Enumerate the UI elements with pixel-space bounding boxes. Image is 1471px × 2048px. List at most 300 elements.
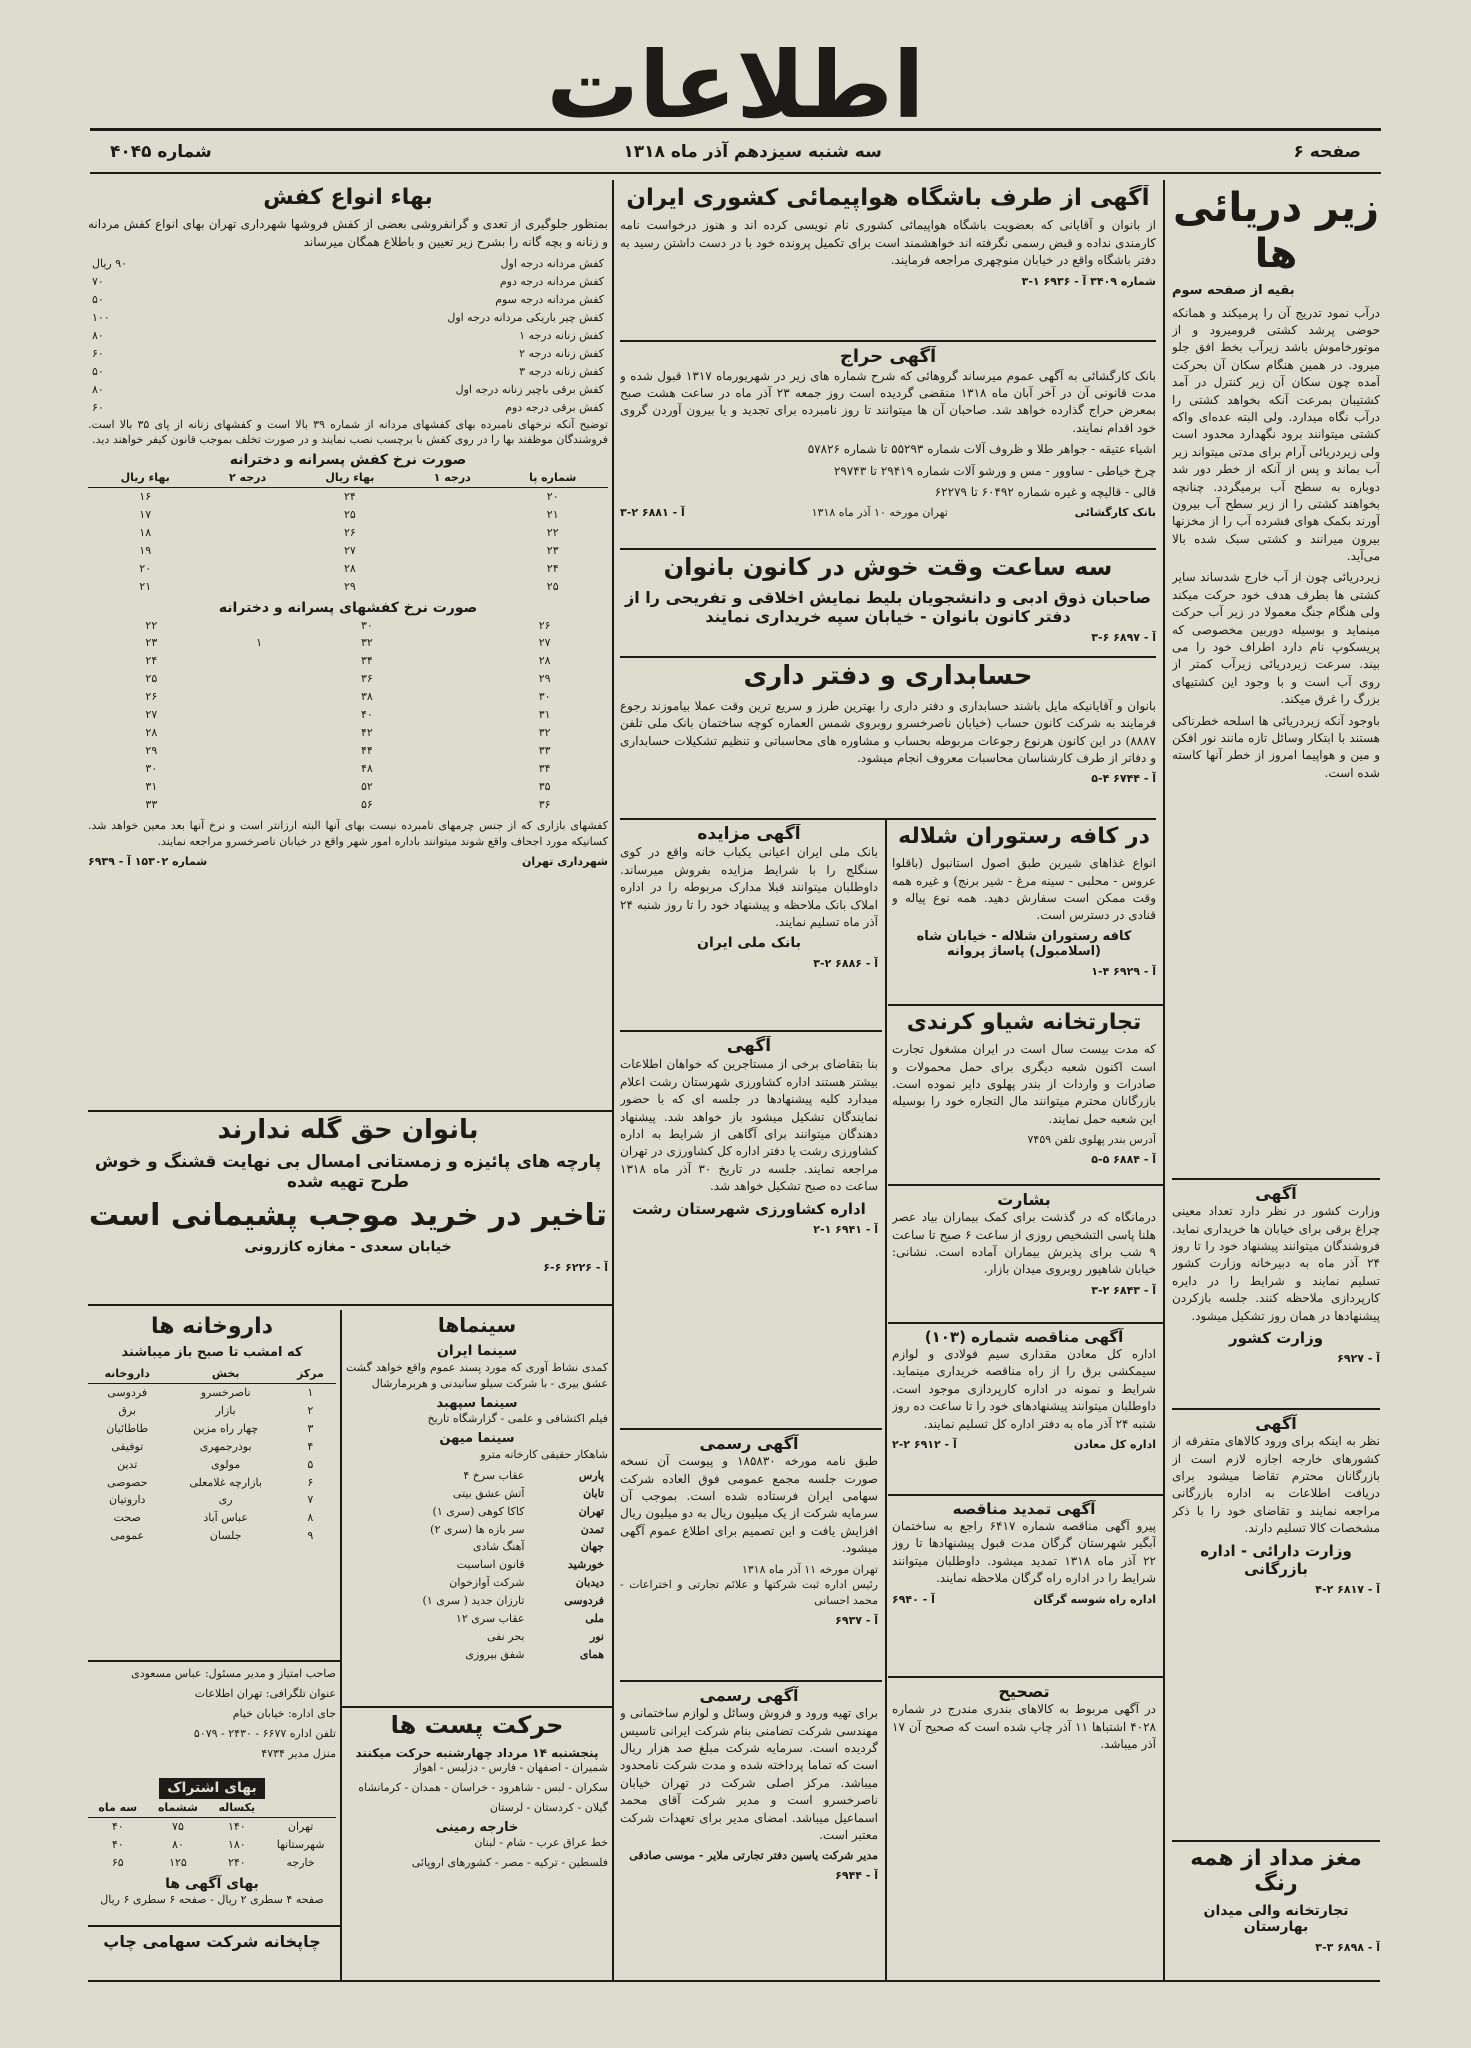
ad-code: آ - ۶۸۹۸ ۳-۳ [1315,1941,1380,1955]
section-rule [1172,1840,1380,1842]
table-row [88,652,608,670]
cinema-place: تهران [578,1504,604,1518]
table-cell: ۲۵ [546,579,559,593]
table-row [88,542,608,560]
table-cell: بوذرجمهری [199,1439,252,1453]
notice-body: وزارت کشور در نظر دارد تعداد معینی چراغ برقی برای خیابان ها خریداری نماید. فروشندگان میتوانند پیشنهاد خود را تا روز ۲۴ آذر ماه به دبیرخانه وزارت کشور تسلیم نمایند و شرایط را در دایره کارپردازی ملاحظه کنند. جلسه بازکردن پیشنهادها در همان روز تشکیل میشود. [1172,1204,1380,1323]
article-continued: بقیه از صفحه سوم [1172,283,1295,298]
table-row [88,706,608,724]
cinema-row [346,1574,608,1592]
table-cell: ۳۳ [145,797,158,811]
table-cell: صحت [113,1511,141,1525]
post-line: سکران - لبس - شاهرود - خراسان - همدان - کرمانشاه [358,1780,608,1794]
publisher-info [88,1666,336,1776]
cinema-line: کمدی نشاط آوری که مورد پسند عموم واقع خواهد گشت عشق بیری - با شرکت سیلو سانیدنی و هربرمارشال [346,1360,608,1390]
ad-date: تهران مورخه ۱۱ آذر ماه ۱۳۱۸ [741,1562,878,1576]
post-foreign-title: خارجه رمینی [435,1819,519,1835]
ad-body: پیرو آگهی مناقصه شماره ۶۴۱۷ راجع به ساختمان آبگیر شهرستان گرگان مدت قبول پیشنهادها تا روز ۲۲ آذر ماه ۱۳۱۸ تمدید میشود. داوطلبان میتوانند شرایط را در اداره راه گرگان ملاحظه نمایند. [892,1519,1156,1586]
ad-title: آگهی تمدید مناقصه [952,1500,1096,1518]
notice-code: آ - ۶۸۱۷ ۲-۴ [1315,1582,1380,1596]
cinema-row [346,1521,608,1539]
table-row [88,1420,336,1438]
table-cell [215,706,304,724]
pharmacy-listing [88,1314,336,1654]
auction-item: اشیاء عتیقه - جواهر طلا و ظروف آلات شماره ۵۵۲۹۳ تا شماره ۵۷۸۲۶ [807,442,1156,457]
table-cell: عباس آباد [203,1511,248,1525]
table-cell [407,488,497,506]
section-rule [88,1304,612,1306]
table-cell [430,796,481,814]
table-cell: ۲۰ [139,561,152,575]
table-cell: طاطائیان [106,1421,149,1435]
ad-code: آ - ۶۹۱۲ ۲-۲ [892,1437,957,1451]
cinema-film: شرکت آوازخوان [449,1576,525,1590]
table-header: مرکز [285,1365,336,1383]
table-cell: ۲۲ [546,526,559,539]
section-title: بهاء انواع کفش [263,185,433,210]
shoe-prices [88,185,608,1105]
table-cell: ۲۵ [343,508,356,522]
section-footer: کفشهای بازاری که از جنس چرمهای نامبرده نیست بهای آنها البته ارزانتر است و نرخ آنها بعد معین خواهد شد. کسانیکه مورد اجحاف واقع شوند میتوانند باداره امور شهر واقع در خیابان ناصرخسرو مراجعه نمایند. [88,818,608,848]
article-body: درآب نمود تدریج آن را پرمیکند و همانکه حوضی پرشد کشتی فرومیرود و از موتورخاموش باشد زیرآب بخط افق جلو میرود. در همین هنگام سکان آن بحرکت آمده چون سکان آن زیر کنترل در آمد کشتیبان بمرعت آنکه بخواهد کشتی را درآب نگاه میدارد. ولی البته عده‌ای واکه کشتی میتوانند برود نگهدارد محدود است ولی زیردریائی آرام برای مدتی میتواند زیر آب بماند و پس از آنکه از خطر دور شد دوباره به سطح آب برمیگردد. چنانچه بخواهند کشتی را از زیر سطح آب بیرون آورند بکمک هوای فشرده آب را از مخزنها بیرون میرانند و کشتی سبک شده بالا می‌آید. [1172,305,1380,564]
table-cell: ۲۳ [546,543,559,557]
table-cell: بازار [215,1403,236,1417]
price-row [88,327,608,345]
cinema-row [346,1592,608,1610]
table-cell [430,652,481,670]
table-cell: تدین [117,1457,138,1471]
table-cell [215,724,304,742]
cinema-row [346,1467,608,1485]
table-cell: ۲۶ [145,690,158,704]
cinema-name: سینما ایران [436,1343,518,1359]
price-row [88,273,608,291]
clinic-ad [892,1190,1156,1318]
section-rule [1172,1408,1380,1410]
table-row [88,1836,336,1854]
section-rule [620,1680,882,1682]
table-cell: ۶۵ [111,1855,124,1869]
section-rule [620,1428,882,1430]
table-cell [430,742,481,760]
ad-sign: اداره کشاورزی شهرستان رشت [632,1199,866,1218]
section-rule [620,656,1156,658]
section-rule [88,1925,340,1927]
price-label: کفش مردانه درجه سوم [495,292,604,306]
cinema-place: ملی [585,1612,604,1626]
section-rule [888,1322,1163,1324]
table-header: ششماه [147,1799,208,1817]
table-cell: ۴۰ [111,1837,124,1851]
post-schedule [346,1712,608,1972]
ad-title: مغز مداد از همه رنگ [1190,1846,1362,1897]
table-cell: ۳۱ [538,708,551,722]
header-band [90,128,1381,174]
table-row [88,560,608,578]
publisher-line: تلفن اداره ۶۶۷۷ - ۲۴۳۰ - ۵۰۷۹ [193,1726,336,1740]
cinema-place: دیدبان [575,1576,604,1590]
aero-club-ad [620,185,1156,335]
ad-code: شماره ۳۴۰۹ آ - ۶۹۳۶ ۱-۳ [1021,274,1156,288]
bid-ad [620,824,878,1024]
cinema-place: تابان [583,1486,604,1500]
cinema-row [346,1503,608,1521]
section-rule [340,1706,612,1708]
publisher-line: منزل مدیر ۴۷۳۴ [261,1746,336,1760]
table-row [88,1527,336,1545]
table-row [88,1491,336,1509]
table-cell: ۹ [307,1529,314,1543]
table-cell: تهران [287,1819,314,1833]
notice-body: نظر به اینکه برای ورود کالاهای متفرقه از کشورهای خارجه اجازه لازم است از بازرگانان محترم تقاضا میشود برای دریافت اطلاعات به اداره بازرگانی مراجعه نمایند و تقاضای خود را با ذکر مشخصات کالا تسلیم دارند. [1172,1434,1380,1536]
ad-code: آ - ۶۸۴۳ ۲-۳ [1091,1283,1156,1297]
table-cell: ۱۴۰ [227,1819,246,1833]
ad-code: آ - ۶۸۸۴ ۵-۵ [1091,1153,1156,1167]
table-header: بهاء ریال [293,469,407,487]
table-header: بخش [166,1365,284,1383]
ad-body: بانک ملی ایران اعیانی یکباب خانه واقع در کوی سنگلج را با شرایط مزایده بفروش میرساند. داوطلبان میتوانند قبلا مدارک مربوطه را در اداره املاک بانک ملاحظه و پیشنهاد خود را تا روز شنبه ۲۴ آذر ماه تسلیم نمایند. [620,845,878,929]
price-value: ۵۰ [92,292,104,306]
notice-sign: وزارت دارائی - اداره بازرگانی [1200,1541,1352,1578]
table-cell: ۳ [307,1421,314,1435]
table-cell: ۲ [307,1403,314,1417]
table-cell: ۲۴ [145,654,158,668]
section-rule [88,1110,612,1112]
ad-body: در آگهی مربوط به کالاهای بندری مندرج در شماره ۴۰۲۸ اشتباها ۱۱ آذر چاپ شده است که صحیح آن ۱۷ آذر میباشد. [892,1702,1156,1751]
table-cell: ۳۶ [538,797,551,811]
section-note: توضیح آنکه نرخهای نامبرده بهای کفشهای مردانه از شماره ۳۹ بالا است و کفشهای زنانه از پای ۳۵ بالا است. فروشندگان موظفند بها را در روی کفش با برچسب نصب نمایند و در صورت تخلف بموجب قانون کیفر خواهند دید. [88,417,608,447]
price-row [88,381,608,399]
printer-line [88,1932,336,1972]
table-row [88,1854,336,1872]
table-cell: ۳۲ [361,636,373,650]
ad-title: آگهی [726,1036,772,1056]
cinema-row [346,1538,608,1556]
ad-code: آ - ۶۹۴۱ ۱-۲ [813,1222,878,1236]
table-row [88,688,608,706]
subscription-box [88,1778,336,1918]
table-header: شماره پا [497,469,608,487]
table-row [88,1474,336,1492]
table-cell: ۱۸ [139,526,152,539]
cinema-film: تارزان جدید ( سری ۱) [422,1594,525,1608]
cinema-film: سر بازه ها (سری ۲) [430,1522,525,1536]
ad-body: درمانگاه که در گذشت برای کمک بیماران بیاد عصر هلنا پاسی التشخیص روزی از ساعت ۶ صبح تا ساعت ۹ شب برای پذیرش بیماران آماده است. نشانی: خیابان شاهپور روبروی میدان بازار. [892,1210,1156,1277]
ad-title: حسابداری و دفتر داری [743,662,1033,691]
fabric-ad [88,1116,608,1296]
table-row [88,670,608,688]
section-rule [620,1030,882,1032]
section-intro: بمنظور جلوگیری از تعدی و گرانفروشی بعضی از کفش فروشها شهرداری تهران بهای انواع کفش مردانه و زنانه و بچه گانه را بشرح زیر تعیین و باطلاع همگان میرساند [88,217,608,249]
table-title: صورت نرخ کفش پسرانه و دخترانه [229,452,467,469]
table-cell: ۲۰ [546,490,559,504]
article-body: باوجود آنکه زیردریائی ها اسلحه خطرناکی هستند با ابتکار وسائل تازه مانند نور افکن و مین و هواپیما امروز از خطر آنها کاسته شده است. [1172,713,1380,780]
correction-notice [892,1682,1156,1792]
ad-body: که مدت بیست سال است در ایران مشغول تجارت است اکنون شعبه دیگری برای حمل محمولات و صادرات و واردات از بندر پهلوی دایر نموده است. بازرگانان محترم میتوانند مال التجاره خود را بوسیله این شعبه حمل نمایند. [892,1042,1156,1126]
section-rule [620,548,1156,550]
section-sign: شهرداری تهران [522,854,608,868]
ad-body: بانوان و آقایانیکه مایل باشند حسابداری و دفتر داری را بهترین طرز و سریع ترین وقت عملا بیاموزند رجوع فرمایند به شرکت کانون حساب (خیابان ناصرخسرو روبروی شمس العماره کوچه ساختمان بانک ملی تلفن ۸۸۸۷) در این کانون هرنوع رجوعات مربوطه بحساب و مشاوره های محاسباتی و تنظیم تشکیلات حسابداری و دفاتر از طرف کارشناسان محاسبات معروف انجام میشود. [620,698,1156,766]
table-cell: ۴۰ [111,1819,124,1833]
price-label: کفش زنانه درجه ۳ [519,364,604,378]
table-cell [215,778,304,796]
cinema-table [346,1467,608,1664]
table-cell: ۲۶ [343,526,356,539]
table-cell [202,506,292,524]
ad-title: آگهی رسمی [699,1686,799,1705]
ad-title: آگهی از طرف باشگاه هواپیمائی کشوری ایران [626,185,1150,211]
ad-body: اداره کل معادن مقداری سیم فولادی و لوازم سیمکشی برق را از راه مناقصه خریداری مینماید. شرایط و نمونه در اداره کارپردازی موجود است. داوطلبان میتوانند پیشنهادهای خود را تا ساعت ده روز شنبه ۲۴ آذر ماه به دفتر اداره کل تسلیم نمایند. [892,1347,1156,1431]
table-cell: ۱۹ [139,543,152,557]
table-cell: خارجه [286,1855,315,1869]
section-code: شماره ۱۵۳۰۲ آ - ۶۹۳۹ [88,854,208,868]
table-header: بهاء ریال [88,469,202,487]
issue-date: سه شنبه سیزدهم آذر ماه ۱۳۱۸ [623,141,882,162]
auction-ad [620,346,1156,546]
table-cell: ۴۸ [361,762,373,776]
table-cell: ۳۰ [145,762,158,776]
table-cell: ۷۵ [172,1819,184,1833]
section-title: سینماها [437,1314,517,1337]
table-cell [215,742,304,760]
table-header: داروخانه [88,1365,166,1383]
column-rule [340,1310,342,1980]
accounting-ad [620,662,1156,814]
table-row [88,488,608,506]
section-rule [888,1494,1163,1496]
table-cell [430,670,481,688]
post-line: گیلان - کردستان - لرستان [489,1800,608,1814]
agriculture-ad [620,1036,878,1376]
table-row [88,506,608,524]
table-cell: ری [218,1493,233,1507]
table-cell: ۲۹ [145,744,158,758]
price-label: کفش چیر باریکی مردانه درجه اول [447,310,604,324]
cinema-row [346,1646,608,1664]
ad-body: طبق نامه مورخه ۱۸۵۸۳۰ و پیوست آن نسخه صورت جلسه مجمع عمومی فوق العاده شرکت سهامی ایران فرستاده شده است. بموجب آن سرمایه شرکت از یک میلیون ریال به دو میلیون ریال افزایش یافت و این تصمیم برای اطلاع عموم آگهی میشود. [620,1454,878,1556]
table-cell: شهرستانها [276,1837,325,1851]
table-cell: ۳۳ [538,744,551,758]
ad-subtitle: تجارتخانه والی میدان بهارستان [1203,1902,1349,1936]
notice-title: آگهی [1255,1414,1297,1433]
ad-code: آ - ۶۷۴۴ ۴-۵ [1091,772,1156,786]
section-rule [888,1184,1163,1186]
table-cell [202,578,292,596]
article-title: زیر دریائی ها [1173,185,1379,277]
auction-item: قالی - قالیچه و غیره شماره ۶۰۴۹۲ تا ۶۲۲۷۹ [934,484,1156,499]
ad-code: آ - ۶۹۲۹ ۴-۱ [1091,965,1156,979]
table-row [88,1438,336,1456]
table-cell: ۲۱ [139,579,152,593]
table-cell: جلسان [209,1529,242,1543]
pharmacy-table [88,1365,336,1545]
column-rule [612,180,614,1980]
ad-title: آگهی رسمی [699,1434,799,1453]
price-label: کفش مردانه درجه اول [500,257,604,271]
column-rule [885,820,887,1980]
table-cell: ۲۴ [343,490,356,504]
ad-code: آ - ۶۲۲۶ ۶-۶ [543,1260,608,1274]
ad-body: برای تهیه ورود و فروش وسائل و لوازم ساختمانی و مهندسی شرکت تضامنی بنام شرکت ایرانی تاسیس گردیده است. سرمایه شرکت مبلغ صد هزار ریال است که تماما پرداخته شده و مدت شرکت نامحدود میباشد. مرکز اصلی شرکت در تهران خیابان ناصرخسرو است و مدیر شرکت آقای محمد اسماعیل میباشد. امضای مدیر برای تعهدات شرکت معتبر است. [620,1706,878,1842]
table-cell: ۷ [307,1493,314,1507]
submarine-article [1172,185,1380,1265]
ad-body: انواع غذاهای شیرین طبق اصول استانبول (باقلوا عروس - محلبی - سینه مرغ - شیر برنج) و غیره همه وقت ممکن است سفارش دهید. همه نوع پیاله و قنادی در دسترس است. [892,856,1156,923]
table-cell: ۳۰ [361,618,373,632]
table-cell [407,506,497,524]
cinema-place: خورشید [567,1558,604,1572]
ad-sign: اداره کل معادن [1073,1437,1156,1451]
price-value: ۸۰ [92,328,104,342]
section-title: حرکت پست ها [390,1712,564,1739]
section-title: داروخانه ها [150,1314,274,1339]
ad-price-title: بهای آگهی ها [165,1875,259,1892]
table-header: سه ماه [88,1799,147,1817]
trade-house-ad [892,1010,1156,1180]
table-cell [215,760,304,778]
table-cell [215,670,304,688]
ad-code: آ - ۶۸۹۷ ۶-۳ [1091,630,1156,644]
table-row [88,1456,336,1474]
table-cell: ۴۰ [361,708,373,722]
ad-body: بنا بتقاضای برخی از مستاجرین که خواهان اطلاعات بیشتر هستند اداره کشاورزی شهرستان رشت اعلام میدارد کلیه پیشنهادها در جلسه ای که با حضور نمایندگان تشکیل میشود باز خواهد شد. پیشنهاد دهندگان میتوانند برای آگاهی از شرایط به اداره کشاورزی رشت یا دفتر اداره کل کشاورزی در تهران مراجعه نمایند. جلسه در تاریخ ۳۰ آذر ماه ۱۳۱۸ ساعت ده صبح تشکیل خواهد شد. [620,1057,878,1194]
kanoon-ad [620,554,1156,654]
table-cell: برق [118,1403,137,1417]
ad-title: بانوان حق گله ندارند [217,1116,479,1145]
ad-title: آگهی مناقصه شماره (۱۰۳) [924,1328,1124,1346]
table-row [88,1817,336,1835]
table-header: درجه ۱ [407,469,497,487]
table-cell: ۲۹ [343,579,356,593]
cinema-film: عقاب سرخ ۴ [463,1468,525,1482]
table-cell [215,796,304,814]
cinema-place: نور [589,1630,604,1644]
cinema-place: پارس [578,1468,604,1482]
table-cell [430,724,481,742]
table-row [88,724,608,742]
table-header: یکساله [208,1799,265,1817]
table-cell [407,560,497,578]
table-cell: مولوی [211,1457,241,1471]
table-cell: ۳۴ [538,762,551,776]
table-cell: ۵۶ [361,797,373,811]
price-label: کفش زنانه درجه ۱ [519,328,604,342]
post-line: شمیران - اصفهان - فارس - دزلیس - اهواز [413,1760,608,1774]
shoe-size-table [88,469,608,596]
table-cell: ۳۸ [361,690,373,704]
ad-title: سه ساعت وقت خوش در کانون بانوان [663,554,1113,581]
table-cell: ۳۲ [538,726,551,740]
cinema-film: کاکا کوهی (سری ۱) [432,1504,525,1518]
notice-code: آ - ۶۹۲۷ [1337,1351,1380,1365]
price-row [88,309,608,327]
section-rule [888,1004,1163,1006]
ad-sign: رئیس اداره ثبت شرکتها و علائم تجارتی و اختراعات - محمد احسانی [620,1578,878,1608]
price-value: ۷۰ [92,275,104,289]
ad-code: آ - ۶۸۸۶ ۲-۳ [813,957,878,971]
table-header [265,1799,336,1817]
issue-number: شماره ۴۰۴۵ [110,141,212,162]
table-cell: ۳۵ [538,779,551,793]
table-cell: ۲۷ [145,708,158,722]
ad-sign: مدیر شرکت یاسین دفتر تجارتی ملایر - موسی صادقی [629,1849,878,1863]
table-row [88,796,608,814]
price-row [88,345,608,363]
ad-body: صاحبان ذوق ادبی و دانشجویان بلیط نمایش اخلاقی و تفریحی را از دفتر کانون بانوان - خیابان سپه خریداری نمایند [625,587,1151,626]
price-value: ۵۰ [92,364,104,378]
table-row [88,760,608,778]
ad-slogan: تاخیر در خرید موجب پشیمانی است [88,1197,608,1233]
table-cell [430,706,481,724]
section-rule [620,340,1156,342]
ad-price-line: صفحه ۴ سطری ۲ ریال - صفحه ۶ سطری ۶ ریال [100,1893,324,1907]
table-row [88,634,608,652]
table-cell: ۲۴ [546,561,559,575]
price-label: کفش برقی درجه دوم [505,400,604,414]
cinema-film: قانون اساسیت [456,1558,525,1572]
cinema-line: شاهکار حقیقی کارخانه مترو [480,1447,608,1461]
auction-item: چرخ خیاطی - ساوور - مس و ورشو آلات شماره ۲۹۴۱۹ تا ۲۹۷۴۳ [833,463,1156,478]
ad-title: تجارتخانه شیاو کرندی [906,1010,1142,1035]
ad-title: آگهی حراج [839,346,937,367]
table-cell: ۲۳ [145,636,158,650]
table-cell: ۲۷ [343,543,356,557]
ad-address: کافه رستوران شلاله - خیابان شاه (اسلامبول) پاساژ پروانه [916,928,1132,960]
table-row [88,1383,336,1401]
publisher-line: صاحب امتیاز و مدیر مسئول: عباس مسعودی [131,1667,336,1680]
article-body: زیردریائی چون از آب خارج شدساند سایر کشتی ها بطرف هدف خود حرکت میکند ولی هنگام جنگ معمولا در زیر آب حرکت مینماید و بوسیله دوربین مخصوصی که پریسکوپ نام دارد اطراف خود را می بیند. سرعت زیردریائی زیرآب کمتر از روی آب است و با وجود این کشتیهای بزرگ را غرق میکند. [1172,570,1380,707]
cinema-place: تمدن [580,1522,604,1536]
notice-sign: وزارت کشور [1228,1328,1324,1347]
publisher-line: عنوان تلگرافی: تهران اطلاعات [194,1686,336,1700]
table-cell: توفیقی [111,1439,144,1453]
ad-body: از بانوان و آقایانی که بعضویت باشگاه هواپیمائی کشوری نام نویسی کرده اند و هنوز درخواست نامه کارمندی نداده و قبض رسمی نگرفته اند خواهشمند است برای تکمیل پرونده خود با در دست داشتن رسید به دفتر باشگاه واقع در خیابان منوچهری مراجعه فرمایند. [620,218,1156,268]
pencil-ad [1172,1846,1380,1976]
price-value: ۸۰ [92,382,104,396]
price-row [88,399,608,417]
table-cell [430,688,481,706]
table-cell: ۱۲۵ [169,1855,187,1869]
table-cell: ۱ [307,1385,314,1399]
table-header: درجه ۲ [202,469,292,487]
table-cell [202,560,292,578]
table-cell: ۱۸۰ [227,1837,246,1851]
interior-notice [1172,1184,1380,1404]
table-cell [202,524,292,542]
table-cell: ۲۸ [538,654,551,668]
ad-code: آ - ۶۸۸۱ ۲-۳ [620,506,685,520]
official-ad [620,1434,878,1674]
cinema-film: آهنگ شادی [472,1540,525,1554]
ad-address: خیابان سعدی - مغازه کازرونی [244,1239,452,1256]
ad-sign: بانک ملی ایران [697,935,801,952]
cinema-row [346,1556,608,1574]
table-cell: ۸۰ [172,1837,184,1851]
price-label: کفش زنانه درجه ۲ [519,346,604,360]
table-row [88,617,608,635]
ad-title: در کافه رستوران شلاله [898,824,1150,849]
table-cell [430,778,481,796]
ad-code: آ - ۶۹۴۰ [892,1592,935,1606]
publisher-line: جای اداره: خیابان خیام [232,1706,336,1720]
cinema-line: فیلم اکتشافی و علمی - گزارشگاه تاریخ [427,1412,608,1426]
table-cell: ۱ [256,636,263,650]
ad-code: آ - ۶۹۳۷ [835,1614,878,1628]
table-cell: ۱۶ [139,490,152,504]
price-value: ۶۰ [92,346,104,360]
table-cell: ۲۴۰ [227,1855,246,1869]
table-cell: ۳۰ [538,690,551,704]
table-cell: ۳۴ [361,654,373,668]
